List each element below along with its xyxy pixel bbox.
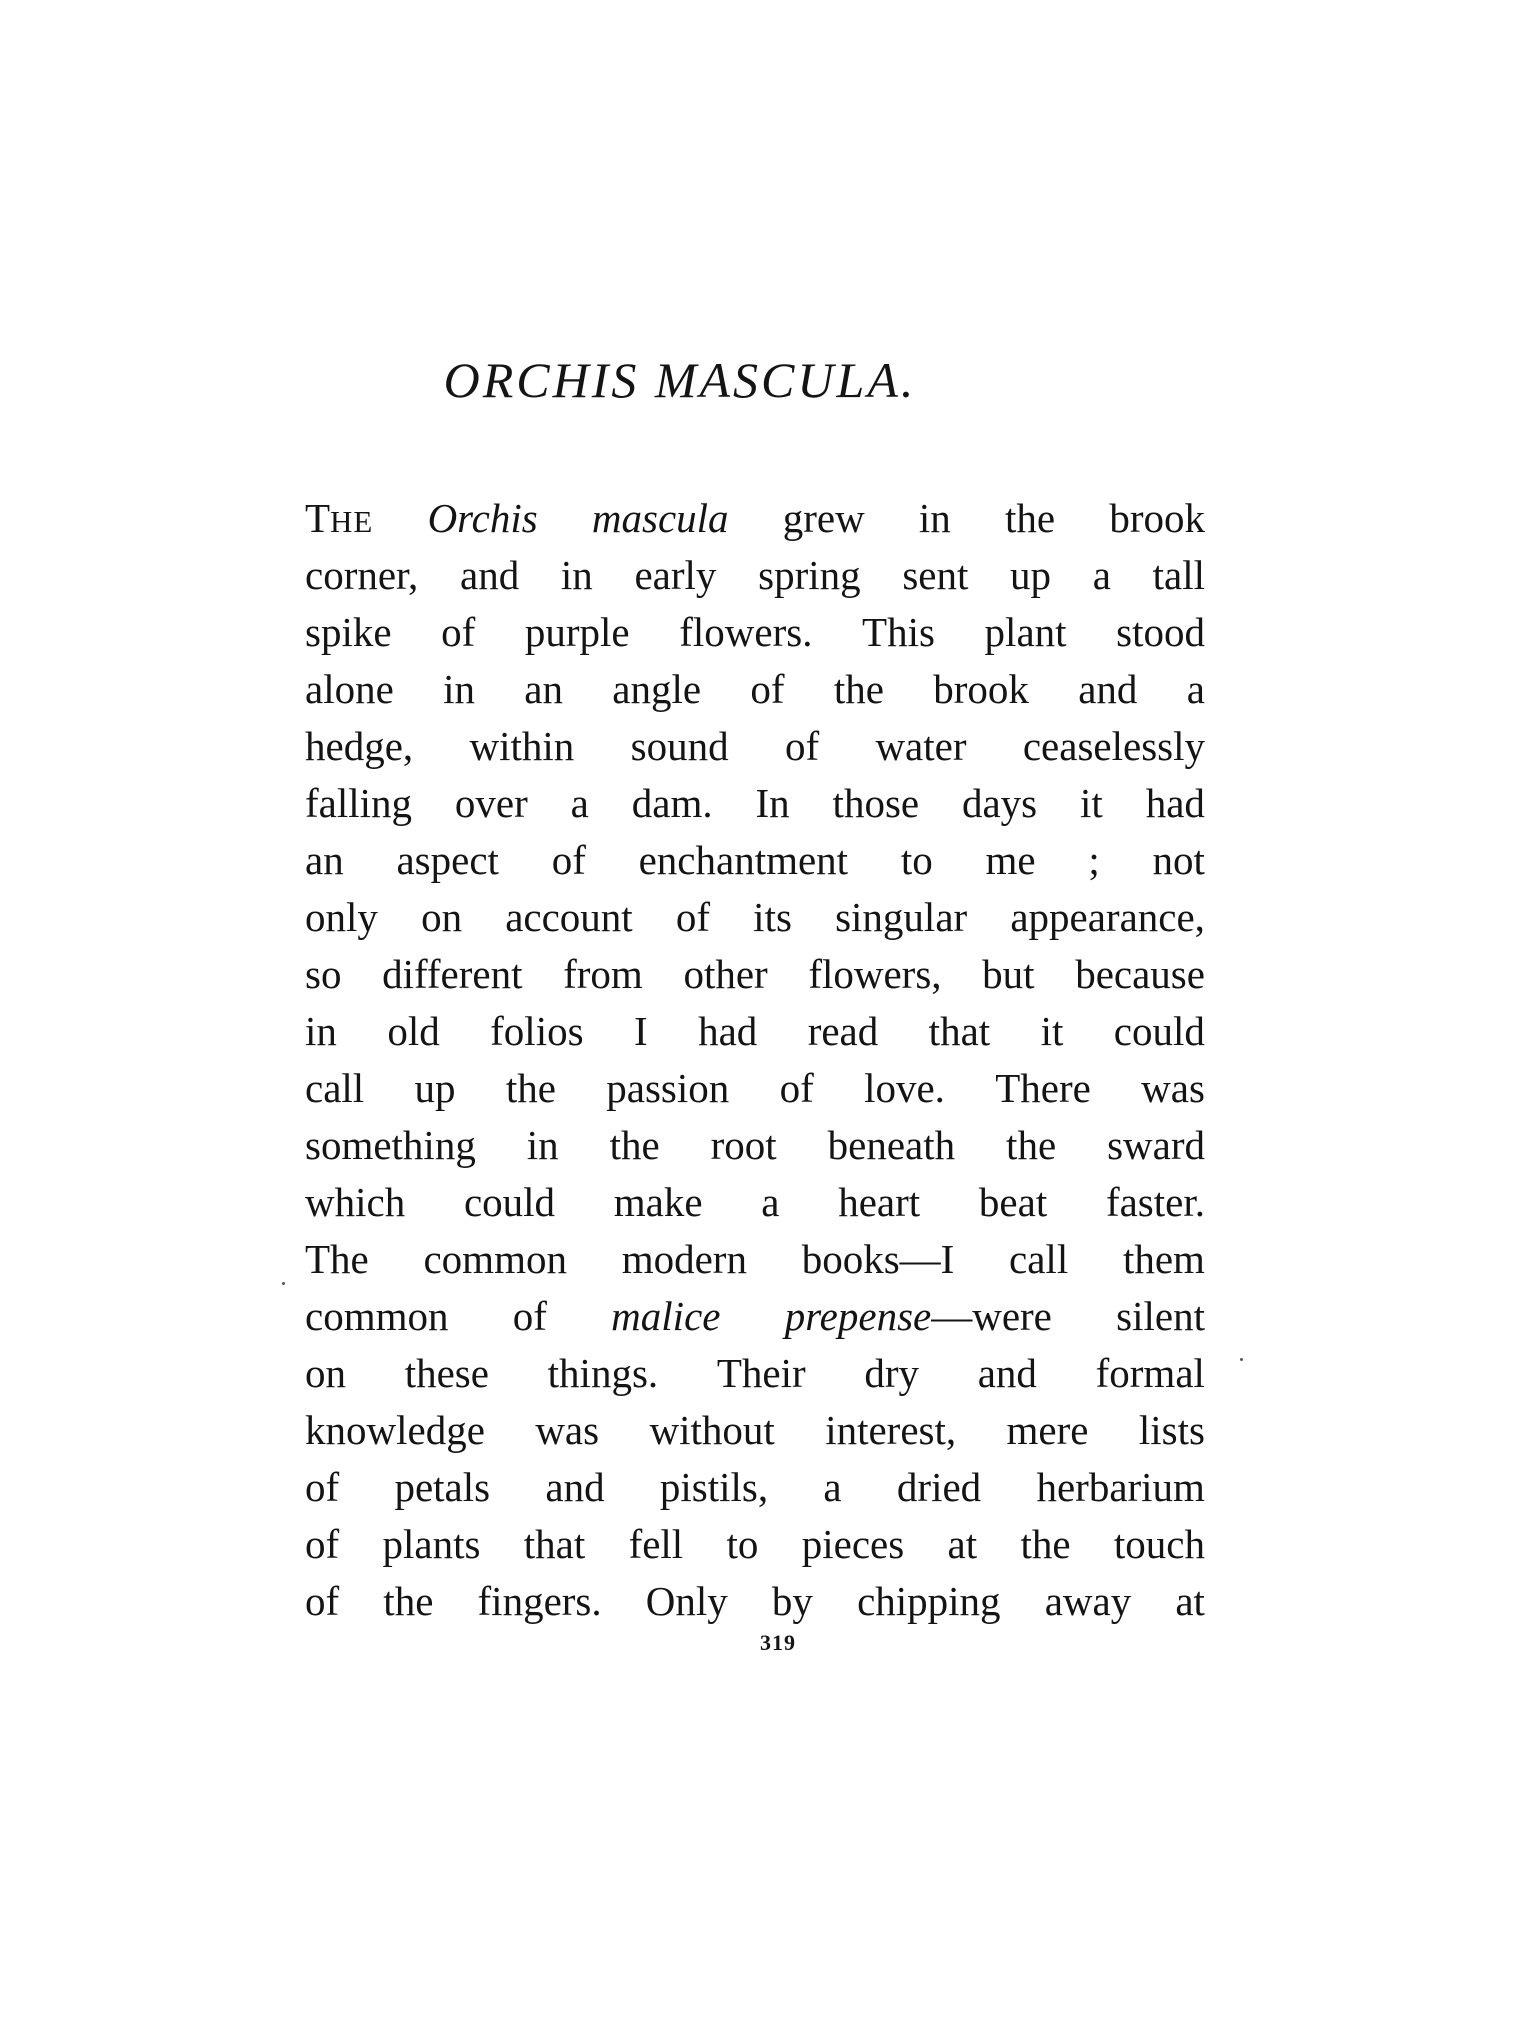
text-line bbox=[305, 1060, 1205, 1117]
word: that bbox=[928, 1008, 991, 1054]
word: fingers. bbox=[477, 1578, 602, 1624]
word: silent bbox=[1116, 1293, 1205, 1339]
text-line bbox=[305, 1573, 1205, 1630]
word: me bbox=[985, 837, 1036, 883]
word: by bbox=[771, 1578, 813, 1624]
word: aspect bbox=[396, 837, 499, 883]
word: spring bbox=[758, 552, 861, 598]
word: dam. bbox=[631, 780, 713, 826]
word: hedge, bbox=[305, 723, 414, 769]
word: dry bbox=[864, 1350, 920, 1396]
text-line bbox=[305, 1288, 1205, 1345]
word: tall bbox=[1152, 552, 1205, 598]
word: of bbox=[675, 894, 711, 940]
word: call bbox=[305, 1065, 365, 1111]
word: the bbox=[505, 1065, 556, 1111]
word: grew bbox=[782, 495, 865, 541]
word: falling bbox=[305, 780, 413, 826]
word: enchantment bbox=[638, 837, 849, 883]
word: formal bbox=[1095, 1350, 1205, 1396]
word: spike bbox=[305, 609, 392, 655]
word: of bbox=[441, 609, 476, 655]
word: Their bbox=[716, 1350, 806, 1396]
word: alone bbox=[305, 666, 394, 712]
word: root bbox=[710, 1122, 777, 1168]
word: the bbox=[1005, 495, 1056, 541]
word: call bbox=[1009, 1236, 1069, 1282]
word: beat bbox=[978, 1179, 1048, 1225]
word: petals bbox=[394, 1464, 491, 1510]
word: beneath bbox=[827, 1122, 956, 1168]
word: and bbox=[1078, 666, 1138, 712]
word: herbarium bbox=[1036, 1464, 1205, 1510]
word: and bbox=[977, 1350, 1037, 1396]
word: make bbox=[613, 1179, 703, 1225]
word: There bbox=[995, 1065, 1091, 1111]
word: them bbox=[1122, 1236, 1205, 1282]
word: passion bbox=[606, 1065, 730, 1111]
word: was bbox=[535, 1407, 600, 1453]
word: not bbox=[1152, 837, 1205, 883]
word: chipping bbox=[857, 1578, 1001, 1624]
word: up bbox=[414, 1065, 456, 1111]
word: to bbox=[900, 837, 933, 883]
word: In bbox=[755, 780, 790, 826]
word: brook bbox=[1109, 495, 1205, 541]
word: pistils, bbox=[659, 1464, 769, 1510]
word: of bbox=[551, 837, 586, 883]
word: was bbox=[1141, 1065, 1205, 1111]
word: had bbox=[698, 1008, 758, 1054]
word: of bbox=[784, 723, 820, 769]
word: angle bbox=[612, 666, 702, 712]
word: the bbox=[383, 1578, 434, 1624]
word: only bbox=[305, 894, 378, 940]
word: a bbox=[1092, 552, 1111, 598]
word: fell bbox=[628, 1521, 684, 1567]
word: account bbox=[505, 894, 633, 940]
word: it bbox=[1080, 780, 1103, 826]
text-line bbox=[305, 1345, 1205, 1402]
word: and bbox=[460, 552, 520, 598]
word: of bbox=[305, 1521, 340, 1567]
word: prepense—were bbox=[784, 1293, 1052, 1339]
word: the bbox=[1006, 1122, 1057, 1168]
word: brook bbox=[933, 666, 1029, 712]
word: sward bbox=[1107, 1122, 1205, 1168]
word: could bbox=[1113, 1008, 1205, 1054]
word: on bbox=[305, 1350, 346, 1396]
word: dried bbox=[896, 1464, 982, 1510]
word: appearance, bbox=[1010, 894, 1205, 940]
word: in bbox=[443, 666, 475, 712]
word: a bbox=[761, 1179, 780, 1225]
word: love. bbox=[864, 1065, 945, 1111]
word: something bbox=[305, 1122, 476, 1168]
word: a bbox=[1186, 666, 1205, 712]
word: Orchis bbox=[427, 495, 538, 541]
word: common bbox=[305, 1293, 449, 1339]
word: mere bbox=[1006, 1407, 1089, 1453]
word: old bbox=[387, 1008, 440, 1054]
word: knowledge bbox=[305, 1407, 485, 1453]
word: mascula bbox=[591, 495, 729, 541]
word: so bbox=[305, 951, 342, 997]
word: within bbox=[469, 723, 575, 769]
text-line bbox=[305, 490, 1205, 547]
word: of bbox=[305, 1464, 340, 1510]
word: books—I bbox=[801, 1236, 955, 1282]
word: these bbox=[404, 1350, 489, 1396]
word: ; bbox=[1088, 837, 1100, 883]
word: This bbox=[862, 609, 935, 655]
word: days bbox=[961, 780, 1038, 826]
text-line bbox=[305, 1174, 1205, 1231]
word: corner, bbox=[305, 552, 419, 598]
word: the bbox=[1020, 1521, 1071, 1567]
text-line bbox=[305, 1003, 1205, 1060]
word: touch bbox=[1113, 1521, 1205, 1567]
word: the bbox=[609, 1122, 660, 1168]
word: from bbox=[563, 951, 643, 997]
word: common bbox=[423, 1236, 567, 1282]
word: things. bbox=[547, 1350, 659, 1396]
text-line bbox=[305, 1231, 1205, 1288]
word: a bbox=[823, 1464, 842, 1510]
word: pieces bbox=[801, 1521, 905, 1567]
text-line bbox=[305, 1402, 1205, 1459]
word: purple bbox=[524, 609, 630, 655]
word: The bbox=[305, 1236, 369, 1282]
word: at bbox=[1175, 1578, 1205, 1624]
word: different bbox=[382, 951, 523, 997]
word: folios bbox=[490, 1008, 584, 1054]
text-line bbox=[305, 1117, 1205, 1174]
word: faster. bbox=[1105, 1179, 1205, 1225]
word: because bbox=[1075, 951, 1205, 997]
word: at bbox=[947, 1521, 978, 1567]
word: stood bbox=[1116, 609, 1205, 655]
word: heart bbox=[838, 1179, 921, 1225]
page-title: ORCHIS MASCULA. bbox=[443, 352, 917, 408]
word: it bbox=[1040, 1008, 1064, 1054]
text-line bbox=[305, 661, 1205, 718]
word: in bbox=[305, 1008, 337, 1054]
word: plants bbox=[382, 1521, 481, 1567]
word: of bbox=[305, 1578, 340, 1624]
word: to bbox=[726, 1521, 759, 1567]
page-number: 319 bbox=[760, 1630, 796, 1655]
print-speck bbox=[1240, 1358, 1243, 1361]
word: could bbox=[463, 1179, 556, 1225]
word: interest, bbox=[825, 1407, 957, 1453]
word: THE bbox=[305, 495, 374, 541]
word: had bbox=[1145, 780, 1205, 826]
word: flowers. bbox=[679, 609, 813, 655]
word: Only bbox=[645, 1578, 728, 1624]
word: modern bbox=[621, 1236, 747, 1282]
text-line bbox=[305, 946, 1205, 1003]
text-line bbox=[305, 718, 1205, 775]
word: I bbox=[633, 1008, 648, 1054]
word: an bbox=[524, 666, 563, 712]
word: its bbox=[753, 894, 792, 940]
word: that bbox=[523, 1521, 586, 1567]
word: of bbox=[750, 666, 785, 712]
word: and bbox=[545, 1464, 605, 1510]
word: lists bbox=[1138, 1407, 1205, 1453]
word: the bbox=[833, 666, 884, 712]
word: water bbox=[875, 723, 967, 769]
word: early bbox=[634, 552, 717, 598]
text-line bbox=[305, 889, 1205, 946]
word: but bbox=[982, 951, 1035, 997]
word: a bbox=[570, 780, 589, 826]
print-speck bbox=[282, 1282, 285, 1285]
word: sound bbox=[630, 723, 729, 769]
text-line bbox=[305, 775, 1205, 832]
word: singular bbox=[835, 894, 968, 940]
word: ceaselessly bbox=[1022, 723, 1205, 769]
text-line bbox=[305, 604, 1205, 661]
text-line bbox=[305, 1516, 1205, 1573]
word: other bbox=[683, 951, 768, 997]
word: over bbox=[454, 780, 528, 826]
word: flowers, bbox=[808, 951, 942, 997]
text-line bbox=[305, 1459, 1205, 1516]
word: read bbox=[807, 1008, 879, 1054]
word: malice bbox=[611, 1293, 721, 1339]
word: which bbox=[305, 1179, 406, 1225]
word: an bbox=[305, 837, 344, 883]
body-paragraph bbox=[305, 490, 1205, 1630]
word: in bbox=[918, 495, 951, 541]
word: in bbox=[560, 552, 593, 598]
word: those bbox=[832, 780, 920, 826]
word: away bbox=[1044, 1578, 1132, 1624]
text-line bbox=[305, 832, 1205, 889]
word: of bbox=[512, 1293, 547, 1339]
word: up bbox=[1010, 552, 1052, 598]
text-line bbox=[305, 547, 1205, 604]
word: of bbox=[779, 1065, 814, 1111]
word: on bbox=[421, 894, 463, 940]
word: without bbox=[649, 1407, 775, 1453]
word: plant bbox=[984, 609, 1067, 655]
word: in bbox=[526, 1122, 559, 1168]
word: sent bbox=[902, 552, 969, 598]
